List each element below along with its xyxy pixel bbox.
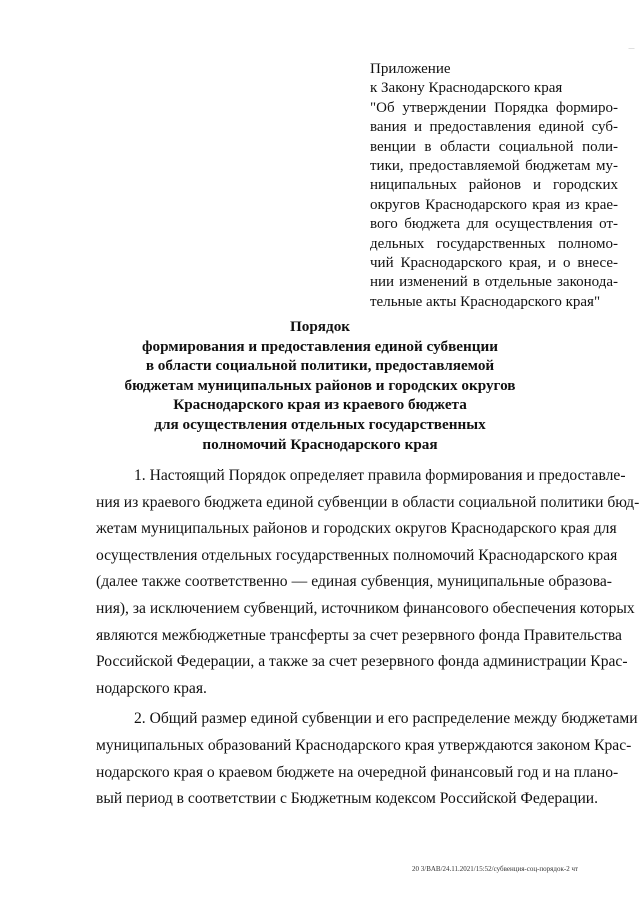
body-line: ния из краевого бюджета единой субвенции в области социальной политики бюд-	[96, 493, 640, 511]
appendix-line: округов Краснодарского края из крае-	[370, 196, 618, 213]
body-line: 1. Настоящий Порядок определяет правила формирования и предоставле-	[134, 467, 626, 484]
paragraph-2	[96, 706, 638, 812]
body-line: (далее также соответственно — единая субвенция, муниципальные образова-	[96, 573, 612, 591]
appendix-line: тельные акты Краснодарского края"	[370, 293, 601, 310]
body-line: вый период в соответствии с Бюджетным кодексом Российской Федерации.	[96, 790, 599, 808]
appendix-line: вания и предоставления единой суб-	[370, 119, 618, 136]
title-line: бюджетам муниципальных районов и городских округов	[124, 376, 516, 394]
appendix-line: Приложение	[370, 61, 451, 77]
appendix-line: "Об утверждении Порядка формиро-	[370, 99, 618, 116]
body-line: 2. Общий размер единой субвенции и его распределение между бюджетами	[134, 710, 638, 728]
scan-edge-mark: |	[628, 48, 634, 50]
title-line: полномочий Краснодарского края	[202, 435, 438, 453]
title-line: Краснодарского края из краевого бюджета	[173, 396, 467, 414]
title-line: для осуществления отдельных государственных	[154, 415, 486, 433]
body-line: ния), за исключением субвенций, источником финансового обеспечения которых	[96, 599, 635, 617]
appendix-line: ниципальных районов и городских	[370, 177, 618, 194]
footer-stamp: 20 3/BAB/24.11.2021/15:52/субвенция-соц-порядок-2 чт	[412, 865, 579, 873]
title-line: в области социальной политики, предоставляемой	[145, 357, 495, 375]
body-line: Российской Федерации, а также за счет резервного фонда администрации Крас-	[96, 653, 628, 671]
appendix-line: нии изменений в отдельные законода-	[370, 274, 618, 291]
title-line: Порядок	[289, 318, 351, 335]
body-line: нодарского края.	[96, 679, 207, 697]
appendix-line: чий Краснодарского края, и о внесе-	[370, 255, 618, 272]
body-line: являются межбюджетные трансферты за счет резервного фонда Правительства	[96, 626, 622, 644]
appendix-line: венции в области социальной поли-	[370, 138, 618, 155]
body-line: осуществления отдельных государственных полномочий Краснодарского края	[96, 546, 618, 564]
document-title	[60, 317, 580, 454]
title-line: формирования и предоставления единой субвенции	[141, 337, 499, 355]
paragraph-1	[96, 463, 640, 702]
appendix-line: к Закону Краснодарского края	[370, 80, 563, 97]
appendix-line: дельных государственных полномо-	[370, 235, 618, 252]
body-line: муниципальных образований Краснодарского края утверждаются законом Крас-	[96, 736, 632, 754]
appendix-line: тики, предоставляемой бюджетам му-	[370, 158, 618, 175]
body-line: нодарского края о краевом бюджете на очередной финансовый год и на плано-	[96, 763, 619, 781]
body-line: жетам муниципальных районов и городских округов Краснодарского края для	[96, 520, 617, 538]
appendix-header	[370, 60, 618, 312]
appendix-line: вого бюджета для осуществления от-	[370, 216, 618, 233]
document-body	[96, 463, 640, 813]
